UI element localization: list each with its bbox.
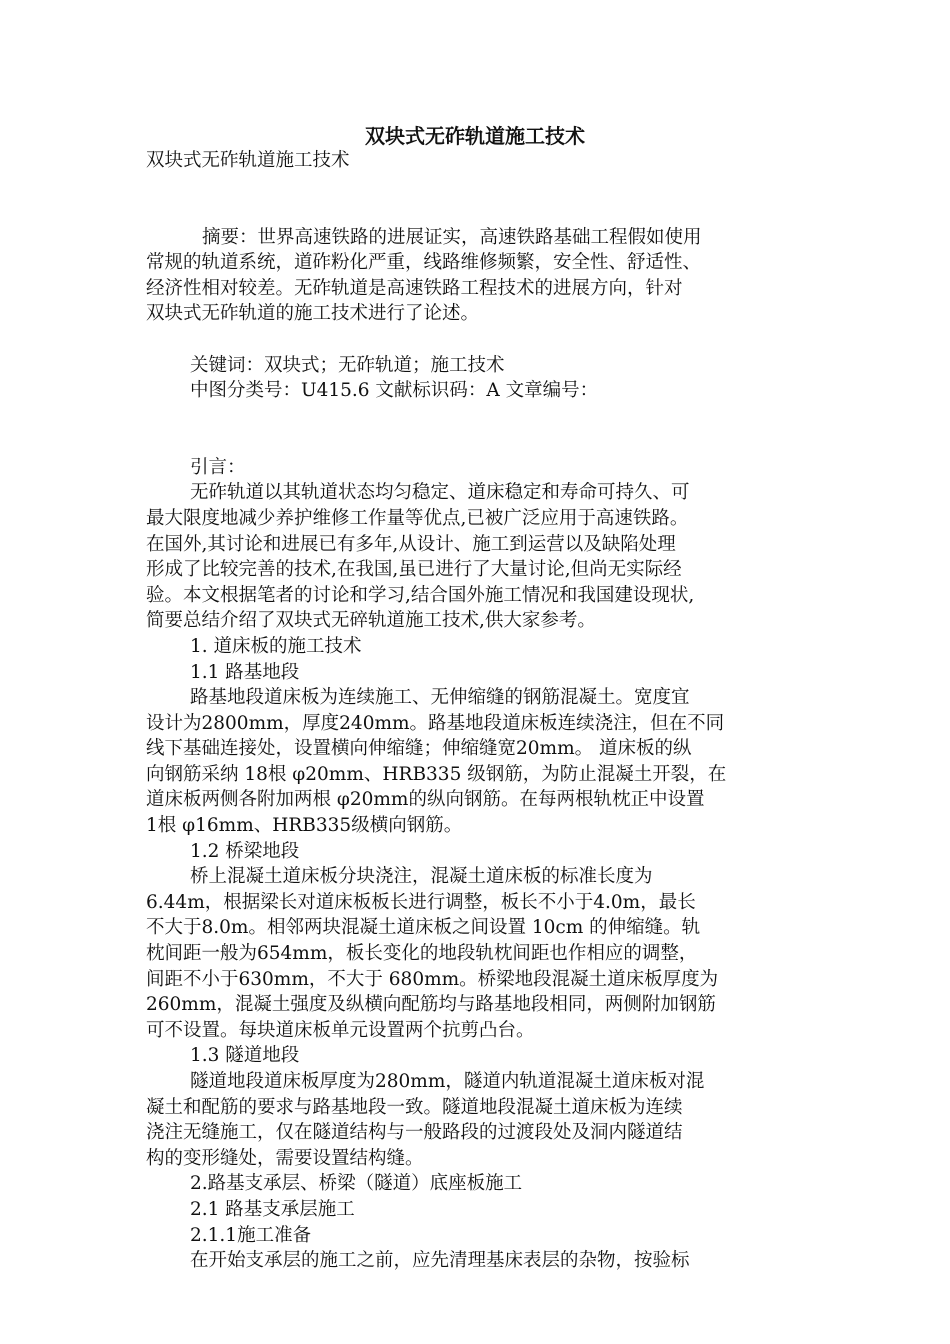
classification-line: 中图分类号：U415.6 文献标识码：A 文章编号： [190,380,599,402]
section-1-2-paragraph: 桥上混凝土道床板分块浇注，混凝土道床板的标准长度为 6.44m，根据梁长对道床板板长进行调整，板长不小于4.0m，最长 不大于8.0m。相邻两块混凝土道床板之间设置 10cm 的伸缩缝。轨 枕间距一般为654mm，板长变化的地段轨枕间距也作相应的调整， 间距不小于630mm，不大于 680mm。桥梁地段混凝土道床板厚度为 260mm，混凝土强度及纵横向配筋均与路基地段相同，两侧附加钢筋 可不设置。每块道床板单元设置两个抗剪凸台。 [146,866,719,1041]
abstract-paragraph: 摘要：世界高速铁路的进展证实，高速铁路基础工程假如使用 常规的轨道系统，道砟粉化严重，线路维修频繁，安全性、舒适性、 经济性相对较差。无砟轨道是高速铁路工程技术的进展方向，针对 双块式无砟轨道的施工技术进行了论述。 [146,226,702,325]
section-1-3-paragraph: 隧道地段道床板厚度为280mm，隧道内轨道混凝土道床板对混 凝土和配筋的要求与路基地段一致。隧道地段混凝土道床板为连续 浇注无缝施工，仅在隧道结构与一般路段的过渡段处及洞内隧道结 构的变形缝处，需要设置结构缝。 [146,1071,705,1169]
document-title: 双块式无砟轨道施工技术 [365,124,585,148]
section-1-1-heading: 1.1 路基地段 [190,661,300,683]
section-1-3-heading: 1.3 隧道地段 [190,1045,300,1067]
section-2-1-heading: 2.1 路基支承层施工 [190,1198,355,1220]
intro-heading: 引言： [190,456,246,478]
document-subtitle: 双块式无砟轨道施工技术 [146,150,350,171]
spacer [146,327,810,353]
section-1-1-paragraph: 路基地段道床板为连续施工、无伸缩缝的钢筋混凝土。宽度宜 设计为2800mm，厚度240mm。路基地段道床板连续浇注，但在不同 线下基础连接处，设置横向伸缩缝；伸缩缝宽20mm。 道床板的纵 向钢筋采纳 18根 φ20mm、HRB335 级钢筋，为防止混凝土开裂，在 道床板两侧各附加两根 φ20mm的纵向钢筋。在每两根轨枕正中设置 1根 φ16mm、HRB335级横向钢筋。 [146,687,727,837]
section-2-heading: 2.路基支承层、桥梁（隧道）底座板施工 [190,1173,523,1195]
keywords-line: 关键词：双块式；无砟轨道；施工技术 [190,354,505,376]
section-1-2-heading: 1.2 桥梁地段 [190,840,300,862]
section-1-heading: 1. 道床板的施工技术 [190,635,362,657]
document-body [146,148,810,1274]
spacer [146,174,810,225]
intro-paragraph: 无砟轨道以其轨道状态均匀稳定、道床稳定和寿命可持久、可 最大限度地减少养护维修工作量等优点,已被广泛应用于高速铁路。 在国外,其讨论和进展已有多年,从设计、施工到运营以及缺陷处理 形成了比较完善的技术,在我国,虽已进行了大量讨论,但尚无实际经 验。本文根据笔者的讨论和学习,结合国外施工情况和我国建设现状, 简要总结介绍了双块式无碎轨道施工技术,供大家参考。 [146,482,695,632]
spacer [146,404,810,455]
section-2-1-1-paragraph: 在开始支承层的施工之前，应先清理基床表层的杂物，按验标 [190,1250,690,1272]
section-2-1-1-heading: 2.1.1施工准备 [190,1224,312,1246]
